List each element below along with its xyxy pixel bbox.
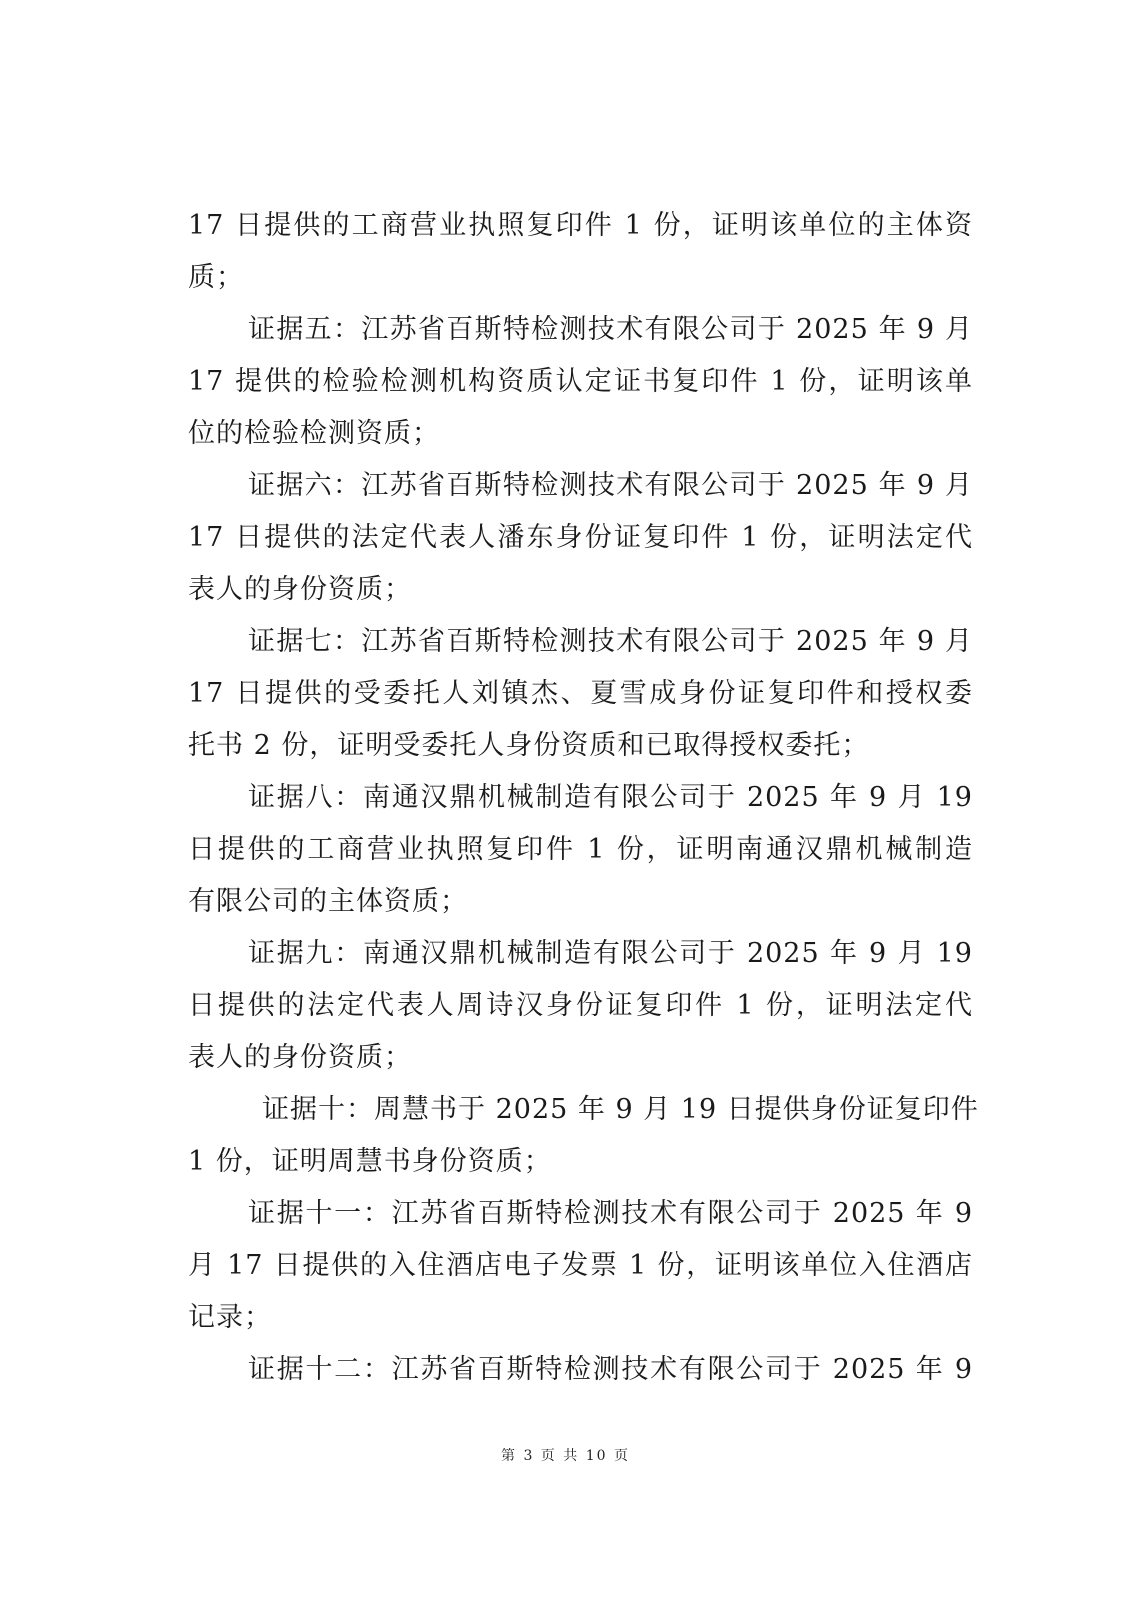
text-line: 记录； <box>188 1302 272 1333</box>
evidence-heading-line: 证据十：周慧书于 2025 年 9 月 19 日提供身份证复印件 <box>262 1094 979 1125</box>
text-line: 表人的身份资质； <box>188 1042 412 1073</box>
text-line: 17 提供的检验检测机构资质认定证书复印件 1 份，证明该单 <box>188 366 973 397</box>
text-line: 质； <box>188 262 244 293</box>
text-line: 日提供的工商营业执照复印件 1 份，证明南通汉鼎机械制造 <box>188 834 973 865</box>
text-line: 位的检验检测资质； <box>188 418 440 449</box>
evidence-heading-line: 证据八：南通汉鼎机械制造有限公司于 2025 年 9 月 19 <box>248 782 973 813</box>
text-line: 1 份，证明周慧书身份资质； <box>188 1146 552 1177</box>
document-body <box>188 200 979 1396</box>
text-line: 有限公司的主体资质； <box>188 886 468 917</box>
evidence-heading-line: 证据十一：江苏省百斯特检测技术有限公司于 2025 年 9 <box>248 1198 973 1229</box>
text-line: 日提供的法定代表人周诗汉身份证复印件 1 份，证明法定代 <box>188 990 973 1021</box>
text-line: 表人的身份资质； <box>188 574 412 605</box>
text-line: 17 日提供的工商营业执照复印件 1 份，证明该单位的主体资 <box>188 210 973 241</box>
evidence-heading-line: 证据九：南通汉鼎机械制造有限公司于 2025 年 9 月 19 <box>248 938 973 969</box>
page-number-footer: 第 3 页 共 10 页 <box>501 1448 630 1464</box>
evidence-heading-line: 证据十二：江苏省百斯特检测技术有限公司于 2025 年 9 <box>248 1354 973 1385</box>
evidence-heading-line: 证据七：江苏省百斯特检测技术有限公司于 2025 年 9 月 <box>248 626 973 657</box>
evidence-heading-line: 证据六：江苏省百斯特检测技术有限公司于 2025 年 9 月 <box>248 470 973 501</box>
text-line: 月 17 日提供的入住酒店电子发票 1 份，证明该单位入住酒店 <box>188 1250 973 1281</box>
evidence-heading-line: 证据五：江苏省百斯特检测技术有限公司于 2025 年 9 月 <box>248 314 973 345</box>
text-line: 17 日提供的法定代表人潘东身份证复印件 1 份，证明法定代 <box>188 522 973 553</box>
text-line: 17 日提供的受委托人刘镇杰、夏雪成身份证复印件和授权委 <box>188 678 973 709</box>
text-line: 托书 2 份，证明受委托人身份资质和已取得授权委托； <box>188 730 870 761</box>
